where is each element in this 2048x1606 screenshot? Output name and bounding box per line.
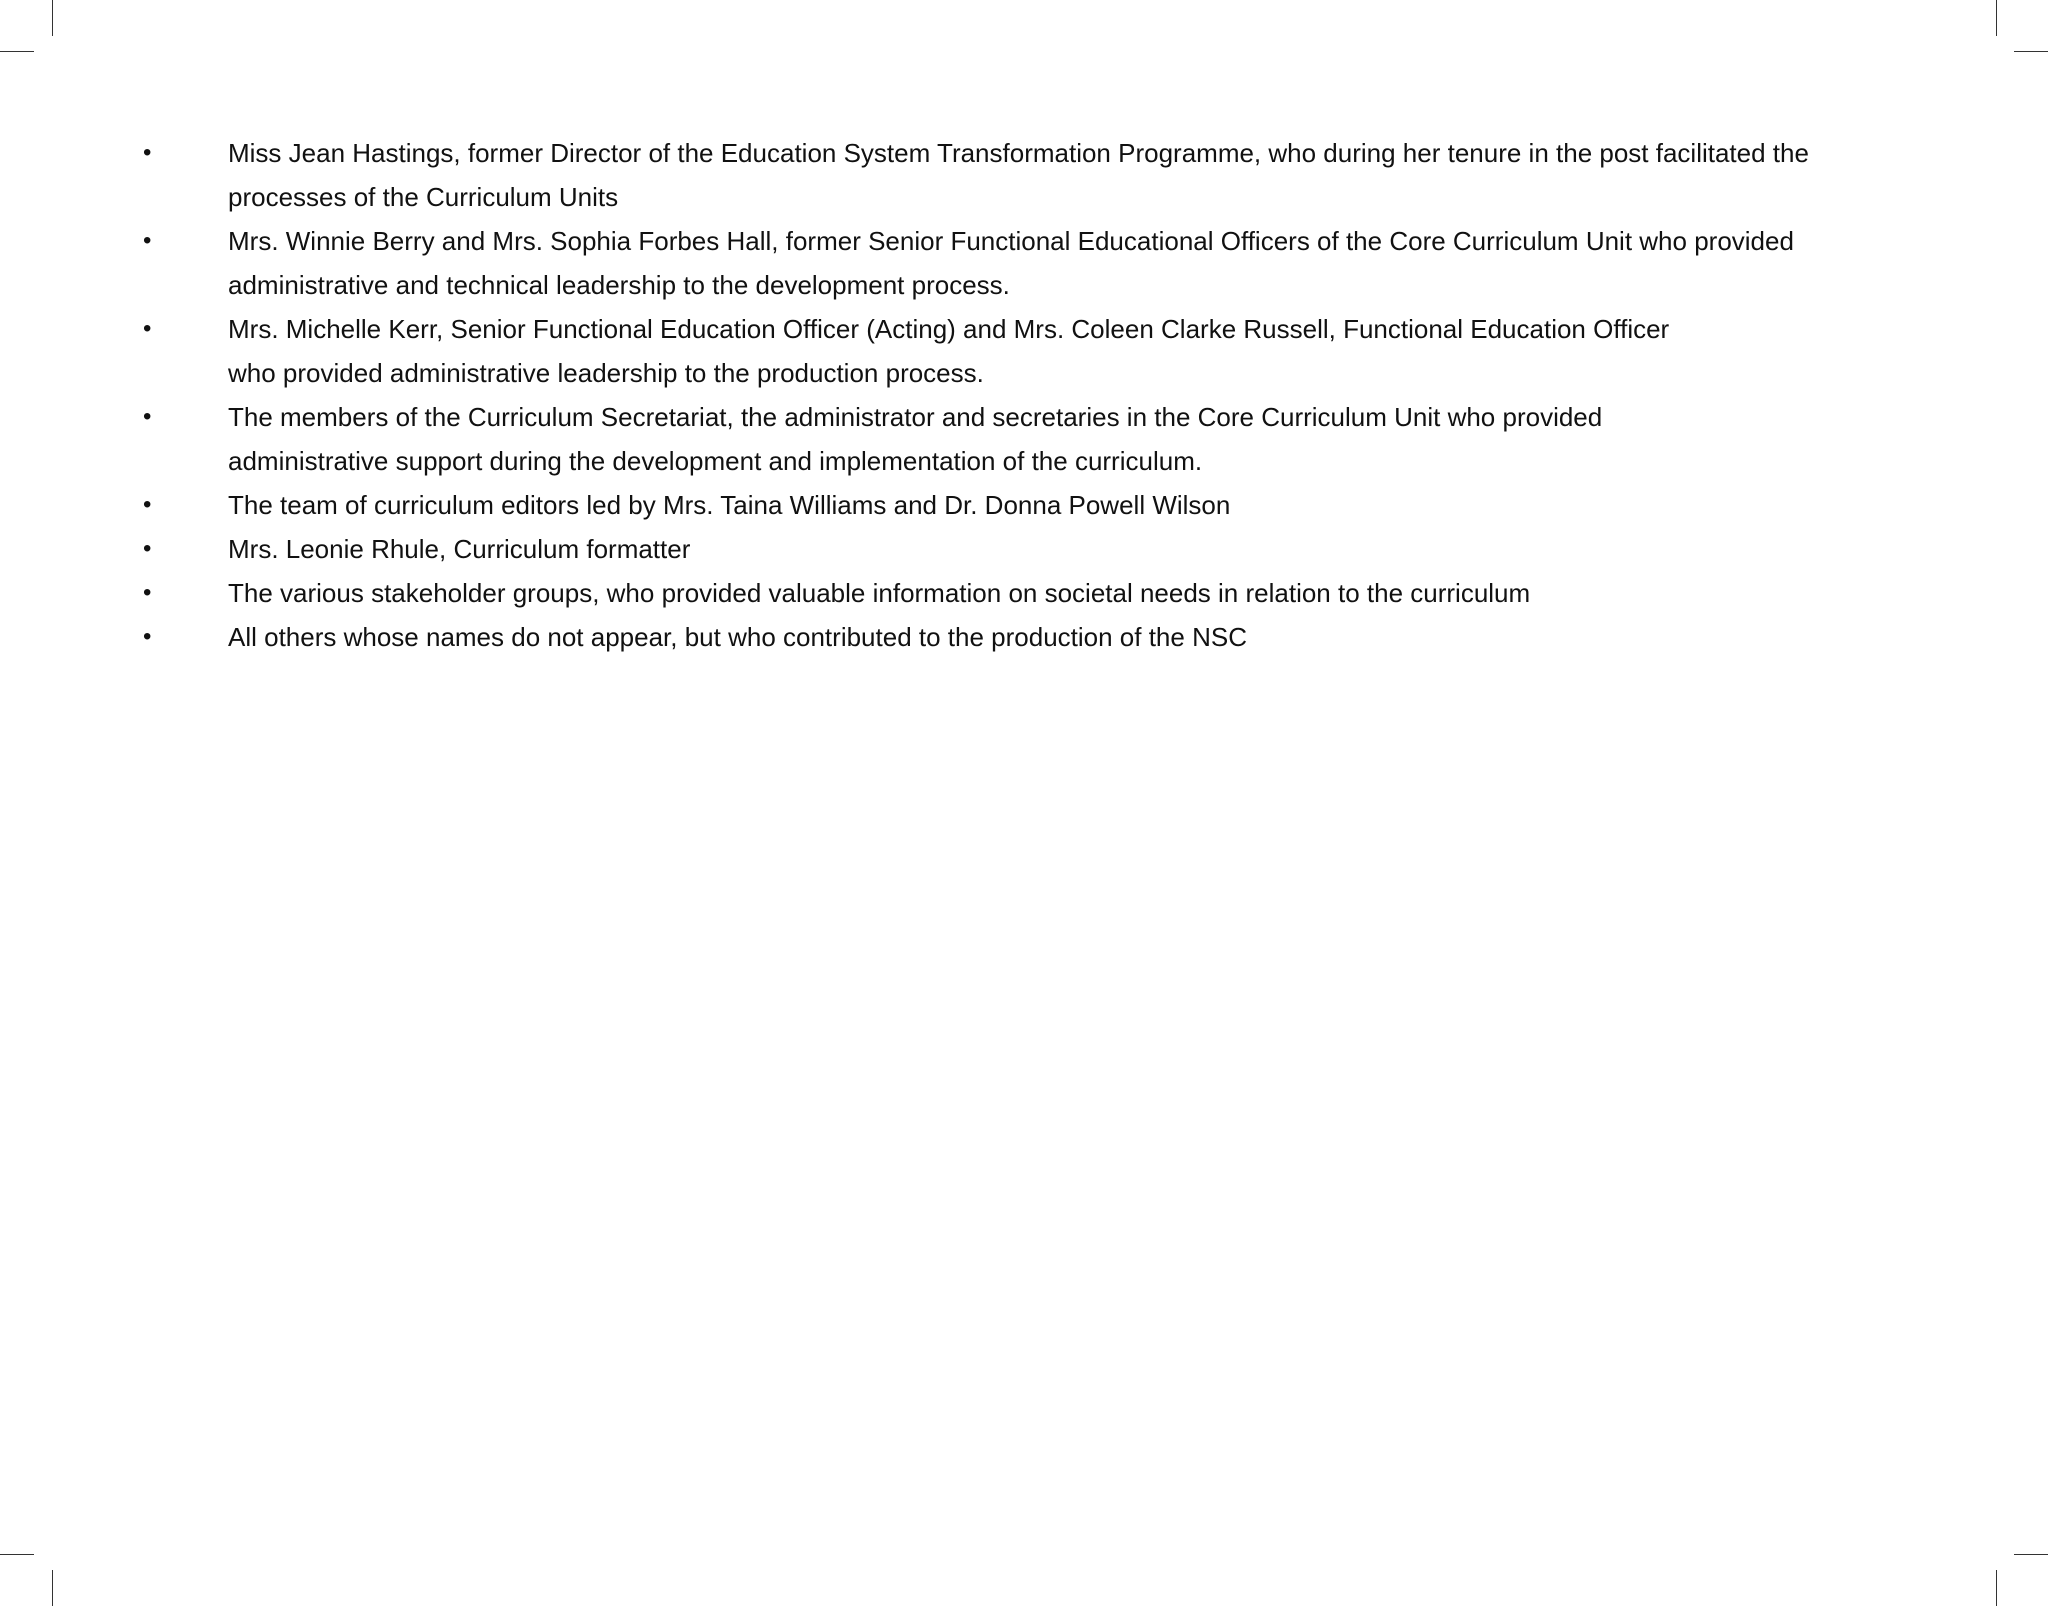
list-item-text (228, 395, 1888, 483)
list-item (0, 615, 2048, 659)
list-item (0, 307, 2048, 395)
list-item (0, 131, 2048, 219)
list-item-text (228, 131, 1888, 219)
text-line: administrative and technical leadership to the development process. (228, 270, 1010, 300)
list-item-text (228, 219, 1888, 307)
bullet-icon: • (143, 139, 152, 166)
text-line: Mrs. Winnie Berry and Mrs. Sophia Forbes Hall, former Senior Functional Educational Officers of the Core Curriculum Unit who provided (228, 226, 1794, 256)
text-line: Mrs. Leonie Rhule, Curriculum formatter (228, 534, 691, 564)
list-item-text (228, 571, 1888, 615)
text-line: who provided administrative leadership to the production process. (228, 358, 984, 388)
text-line: Miss Jean Hastings, former Director of the Education System Transformation Programme, who during her tenure in the post facilitated the (228, 138, 1809, 168)
text-line: The members of the Curriculum Secretariat, the administrator and secretaries in the Core Curriculum Unit who provided (228, 402, 1603, 432)
crop-mark-top-right-horizontal (2014, 51, 2048, 52)
list-item-text (228, 307, 1888, 395)
bullet-icon: • (143, 491, 152, 518)
text-line: The various stakeholder groups, who provided valuable information on societal needs in relation to the curriculum (228, 578, 1531, 608)
crop-mark-bottom-left-horizontal (0, 1554, 34, 1555)
bullet-icon: • (143, 227, 152, 254)
list-item (0, 483, 2048, 527)
crop-mark-bottom-left-vertical (52, 1570, 53, 1606)
crop-mark-bottom-right-vertical (1996, 1570, 1997, 1606)
list-item-text (228, 527, 1888, 571)
crop-mark-top-right-vertical (1996, 0, 1997, 36)
list-item (0, 527, 2048, 571)
acknowledgements-list (0, 131, 2048, 659)
text-line: All others whose names do not appear, but who contributed to the production of the NSC (228, 622, 1247, 652)
crop-mark-bottom-right-horizontal (2014, 1554, 2048, 1555)
crop-mark-top-left-vertical (52, 0, 53, 36)
crop-mark-top-left-horizontal (0, 51, 34, 52)
list-item (0, 395, 2048, 483)
list-item-text (228, 483, 1888, 527)
bullet-icon: • (143, 579, 152, 606)
list-item (0, 571, 2048, 615)
list-item-text (228, 615, 1888, 659)
bullet-icon: • (143, 315, 152, 342)
text-line: The team of curriculum editors led by Mrs. Taina Williams and Dr. Donna Powell Wilson (228, 490, 1231, 520)
text-line: administrative support during the development and implementation of the curriculum. (228, 446, 1203, 476)
bullet-icon: • (143, 535, 152, 562)
bullet-icon: • (143, 623, 152, 650)
text-line: processes of the Curriculum Units (228, 182, 619, 212)
list-item (0, 219, 2048, 307)
text-line: Mrs. Michelle Kerr, Senior Functional Education Officer (Acting) and Mrs. Coleen Clarke Russell, Functional Education Officer (228, 314, 1670, 344)
bullet-icon: • (143, 403, 152, 430)
